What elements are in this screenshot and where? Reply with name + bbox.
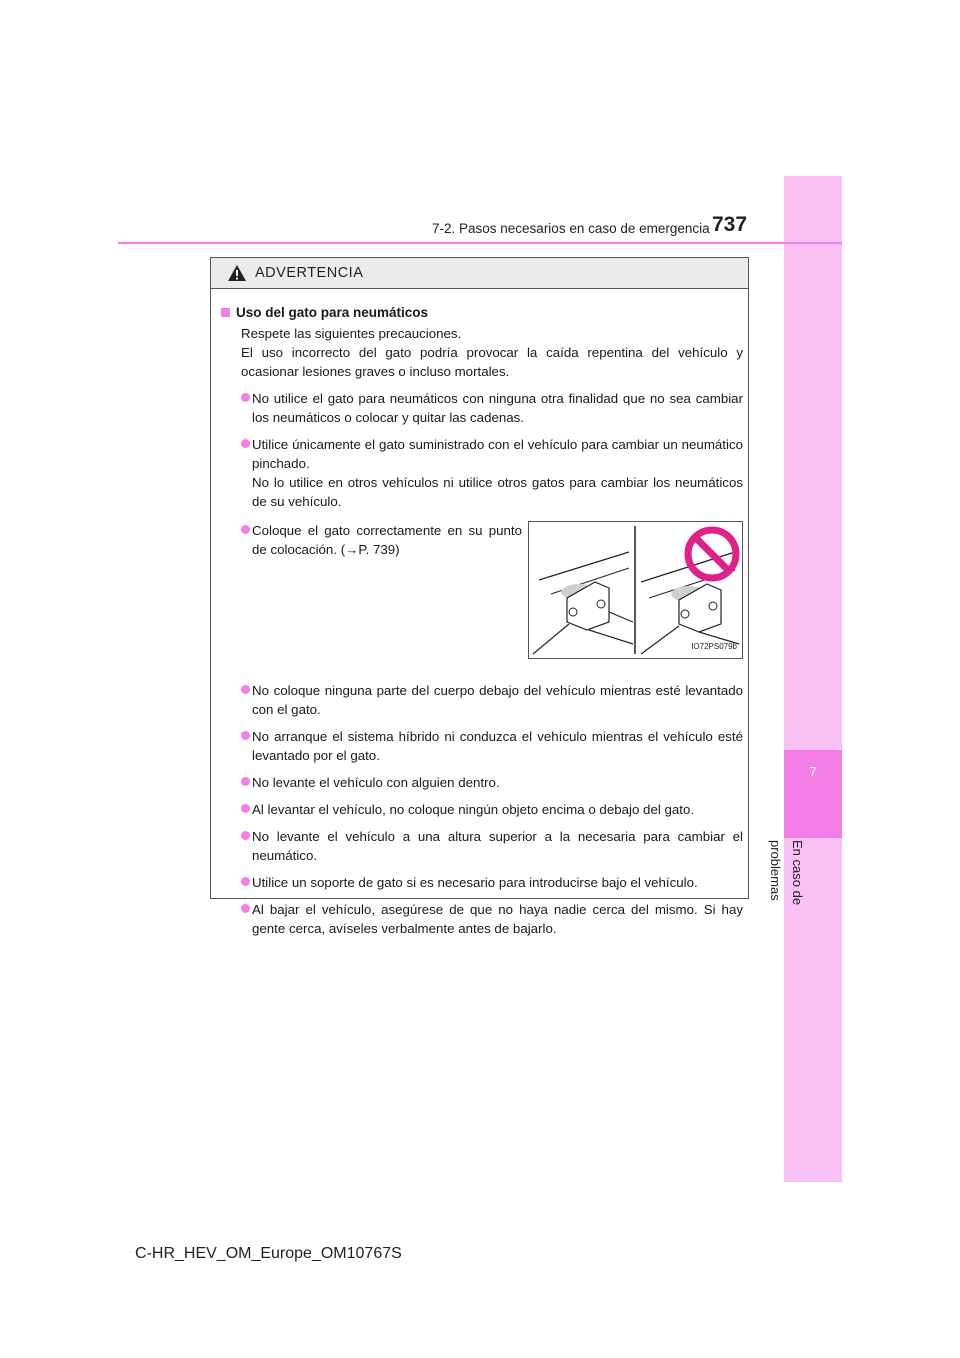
warning-triangle-icon — [227, 264, 247, 282]
circle-bullet-icon — [241, 393, 250, 402]
warning-box — [210, 257, 749, 936]
chapter-number: 7 — [809, 764, 817, 779]
side-tab — [768, 176, 842, 1182]
list-item — [221, 435, 743, 511]
circle-bullet-icon — [241, 904, 250, 913]
figure-code: IO72PS079b — [691, 642, 737, 651]
circle-bullet-icon — [241, 731, 250, 740]
circle-bullet-icon — [241, 777, 250, 786]
jack-placement-illustration — [528, 521, 743, 659]
list-item-text: Utilice un soporte de gato si es necesario para introducirse bajo el vehículo. — [252, 875, 698, 890]
list-item-text: Al levantar el vehículo, no coloque ningún objeto encima o debajo del gato. — [252, 802, 695, 817]
header-section-title: 7-2. Pasos necesarios en caso de emergencia — [432, 221, 710, 236]
list-item — [221, 681, 743, 719]
list-item-text: Al bajar el vehículo, asegúrese de que no haya nadie cerca del mismo. Si hay gente cerca, avíseles verbalmente antes de bajarlo. — [252, 902, 743, 936]
circle-bullet-icon — [241, 439, 250, 448]
warning-subheading-text: Uso del gato para neumáticos — [236, 305, 429, 320]
list-item — [221, 827, 743, 865]
circle-bullet-icon — [241, 525, 250, 534]
warning-intro — [241, 324, 743, 381]
list-item-text: No lo utilice en otros vehículos ni utilice otros gatos para cambiar los neumáticos de su vehículo. — [252, 475, 743, 509]
list-item — [221, 800, 743, 819]
warning-header — [211, 258, 748, 289]
list-item-text: No levante el vehículo a una altura superior a la necesaria para cambiar el neumático. — [252, 829, 743, 863]
page-number: 737 — [712, 213, 748, 236]
warning-title: ADVERTENCIA — [255, 265, 364, 281]
warning-subheading — [221, 303, 743, 322]
circle-bullet-icon — [241, 877, 250, 886]
list-item — [221, 773, 743, 792]
list-item — [221, 900, 743, 938]
list-item-text: Utilice únicamente el gato suministrado con el vehículo para cambiar un neumático pinchado. — [252, 437, 743, 471]
list-item-text: No coloque ninguna parte del cuerpo debajo del vehículo mientras esté levantado con el gato. — [252, 683, 743, 717]
list-item — [221, 521, 522, 559]
list-item — [221, 873, 743, 892]
circle-bullet-icon — [241, 685, 250, 694]
footer-doc-id: C-HR_HEV_OM_Europe_OM10767S — [135, 1245, 402, 1262]
list-item — [221, 727, 743, 765]
figure-row — [221, 521, 743, 673]
list-item-text: No utilice el gato para neumáticos con ninguna otra finalidad que no sea cambiar los neumáticos o colocar y quitar las cadenas. — [252, 391, 743, 425]
intro-line: Respete las siguientes precauciones. — [241, 326, 462, 341]
list-item-text: Coloque el gato correctamente en su punto de colocación. (→P. 739) — [252, 523, 522, 557]
chapter-title: En caso de problemas — [768, 840, 805, 906]
intro-line: El uso incorrecto del gato podría provocar la caída repentina del vehículo y ocasionar lesiones graves o incluso mortales. — [241, 345, 743, 379]
circle-bullet-icon — [241, 831, 250, 840]
square-bullet-icon — [221, 308, 230, 317]
list-item-text: No arranque el sistema híbrido ni conduzca el vehículo mientras el vehículo esté levantado por el gato. — [252, 729, 743, 763]
list-item — [221, 389, 743, 427]
list-item-text: No levante el vehículo con alguien dentro. — [252, 775, 500, 790]
warning-content — [221, 303, 743, 938]
circle-bullet-icon — [241, 804, 250, 813]
header-rule — [118, 242, 842, 244]
